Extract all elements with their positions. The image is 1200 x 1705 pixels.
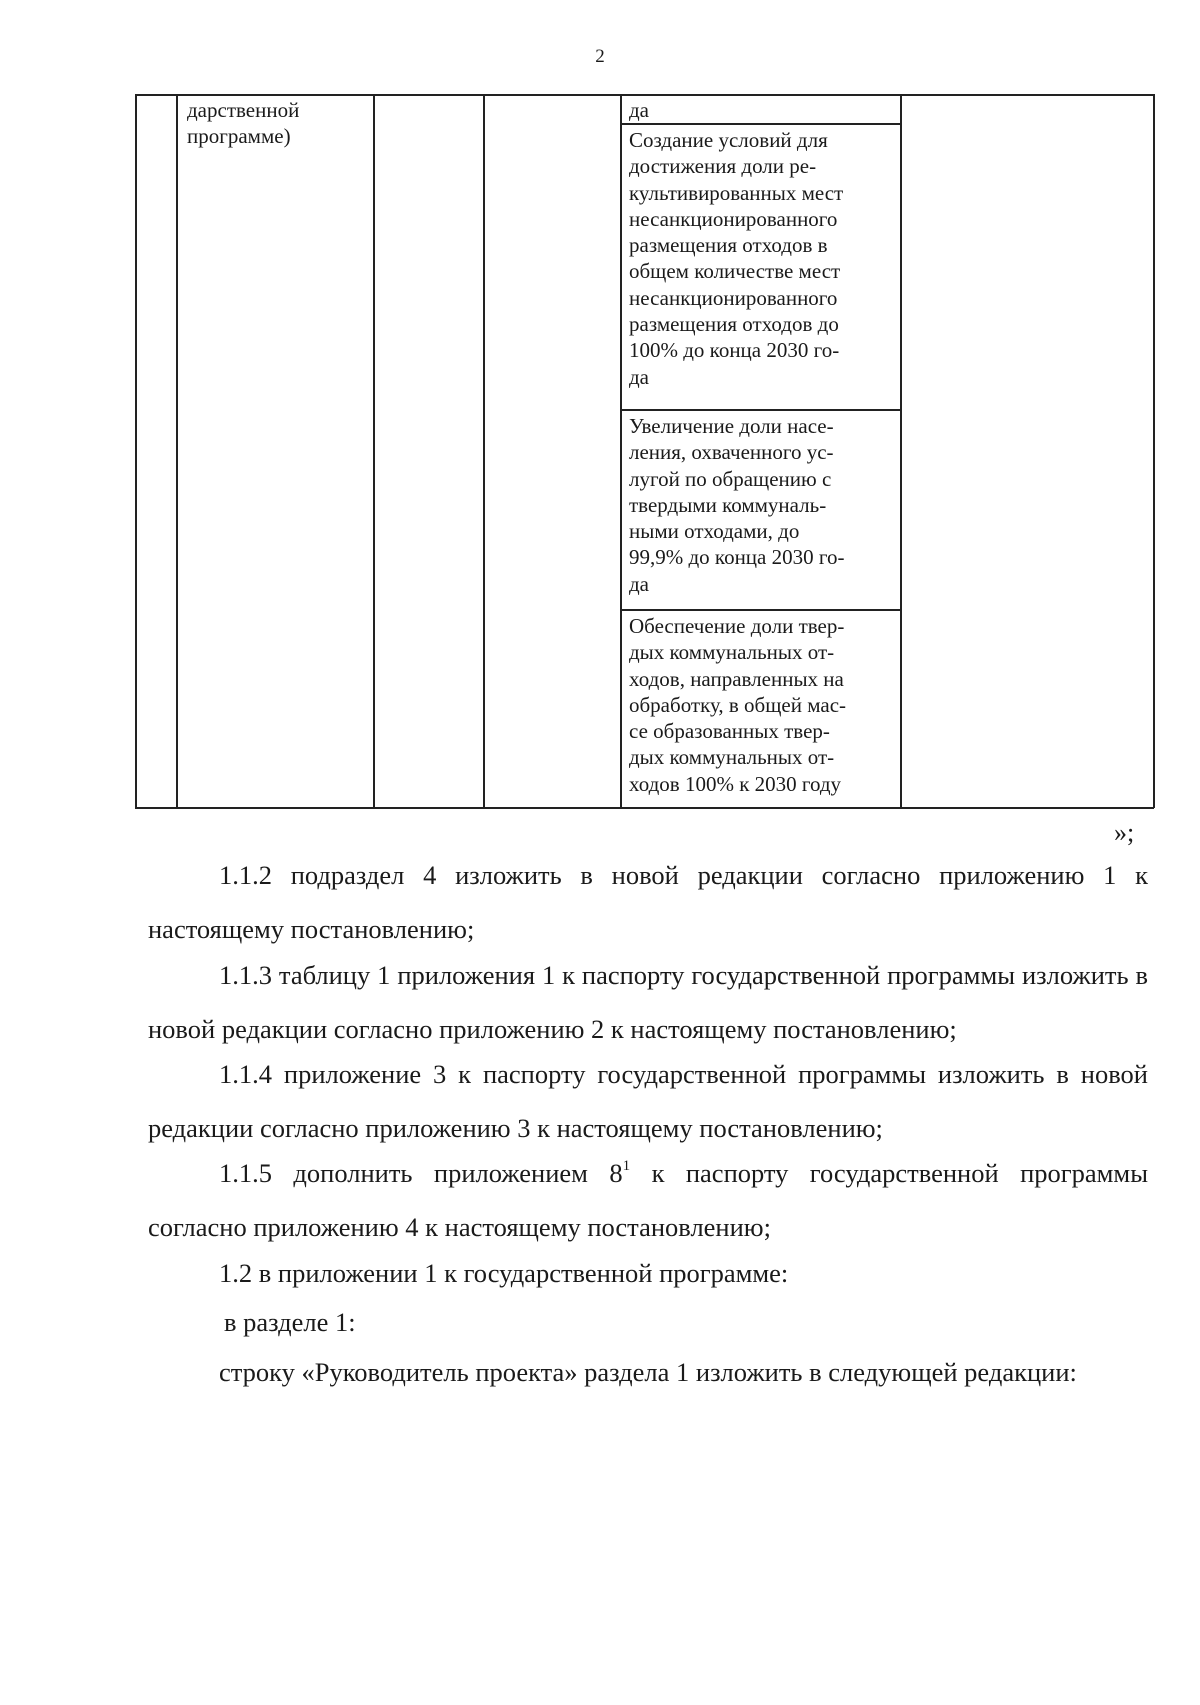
paragraph-1-1-2: 1.1.2 подраздел 4 изложить в новой редакции согласно приложению 1 к настоящему постановлению; bbox=[148, 860, 1148, 944]
paragraph-1-1-5 bbox=[148, 1146, 1148, 1254]
table-column-divider bbox=[176, 94, 178, 808]
paragraph-section-1: в разделе 1: bbox=[224, 1307, 356, 1337]
table-column-divider bbox=[900, 94, 902, 808]
paragraph-1-1-5-end: к паспорту государственной программы согласно приложению 4 к настоящему постановлению; bbox=[148, 1158, 1148, 1242]
table-column-divider bbox=[373, 94, 375, 808]
table-cell-result: Обеспечение доли твер- дых коммунальных от- ходов, направленных на обработку, в общей мас- се образованных твер- дых коммунальных от- ходов 100% к 2030 году bbox=[629, 614, 847, 796]
table-border-left bbox=[135, 94, 137, 808]
table-column-divider bbox=[620, 94, 622, 808]
page-number: 2 bbox=[595, 46, 605, 67]
paragraph-1-2: 1.2 в приложении 1 к государственной программе: bbox=[219, 1258, 789, 1288]
table-cell-program-note: дарственной программе) bbox=[187, 98, 300, 149]
paragraph-project-head: строку «Руководитель проекта» раздела 1 изложить в следующей редакции: bbox=[219, 1357, 1077, 1387]
table-cell-result: Увеличение доли насе- ления, охваченного ус- лугой по обращению с твердыми коммуналь- ными отходами, до 99,9% до конца 2030 го- да bbox=[629, 414, 845, 596]
paragraph-1-1-4: 1.1.4 приложение 3 к паспорту государственной программы изложить в новой редакции согласно приложению 3 к настоящему постановлению; bbox=[148, 1059, 1148, 1143]
table-row-divider bbox=[620, 609, 901, 611]
table-border-bottom bbox=[135, 807, 1154, 809]
table-border-right bbox=[1153, 94, 1155, 808]
paragraph-1-1-5-start: 1.1.5 дополнить приложением 8 bbox=[219, 1158, 623, 1188]
table-border-top bbox=[135, 94, 1154, 96]
superscript-index: 1 bbox=[622, 1158, 631, 1174]
paragraph-1-1-3: 1.1.3 таблицу 1 приложения 1 к паспорту государственной программы изложить в новой редакции согласно приложению 2 к настоящему постановлению; bbox=[148, 960, 1148, 1044]
closing-quote: »; bbox=[1114, 818, 1135, 847]
table-row-divider bbox=[620, 409, 901, 411]
table-cell-result: Создание условий для достижения доли ре- культивированных мест несанкционированного размещения отходов в общем количестве мест несанкционированного размещения отходов до 100% до конца 2030 го- да bbox=[629, 128, 844, 389]
table-column-divider bbox=[483, 94, 485, 808]
table-cell-result: да bbox=[629, 98, 650, 122]
